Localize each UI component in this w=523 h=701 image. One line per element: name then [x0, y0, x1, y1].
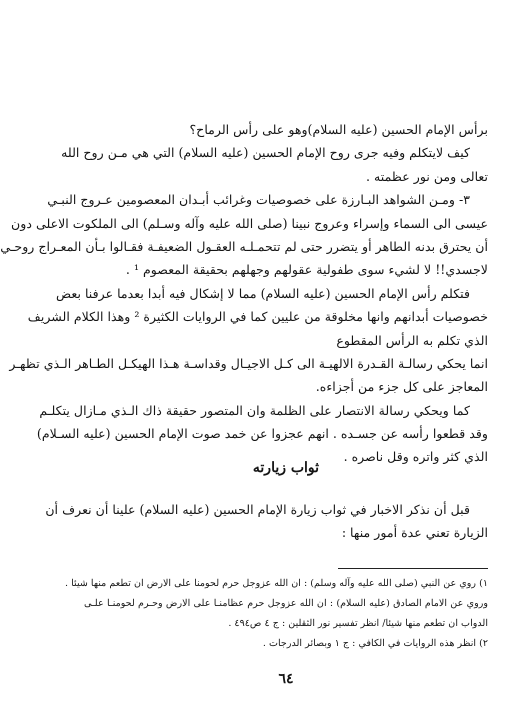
footnote-line: ١) روي عن النبي (صلى الله عليه وآله وسلم) : ان الله عزوجل حرم لحومنا على الارض ان تطعم منها شيئا .: [65, 578, 488, 589]
text-line: كما ويحكي رسالة الانتصار على الظلمة وان المتصور حقيقة ذاك الـذي مـازال يتكلـم: [39, 402, 470, 418]
page-number: ٦٤: [278, 671, 294, 687]
section-heading: ثواب زيارته: [252, 460, 320, 476]
text-line: الذي تكلم به الرأس المقطوع: [336, 332, 488, 348]
text-line: كيف لايتكلم وفيه جرى روح الإمام الحسين (عليه السلام) التي هي مـن روح الله: [61, 145, 470, 161]
footnote-line: الدواب ان تطعم منها شيئا/ انظر تفسير نور الثقلين : ج ٤ ص٤٩٤ .: [228, 618, 488, 629]
footnote-divider: [338, 568, 488, 569]
main-text: [0, 118, 488, 469]
text-line: انما يحكي رسالـة القـدرة الالهيـة الى كـل الاجيـال وقداسـة هـذا الهيكـل الطـاهر الـذي تظهـر: [9, 355, 488, 371]
text-line: الزيارة تعني عدة أمور منها :: [341, 525, 488, 541]
text-line: وقد قطعوا رأسه عن جسـده . انهم عجزوا عن خمد صوت الإمام الحسين (عليه السـلام): [36, 426, 488, 442]
text-line: برأس الإمام الحسين (عليه السلام)وهو على رأس الرماح؟: [189, 122, 488, 137]
footnotes: [65, 574, 488, 654]
text-line: قبل أن نذكر الاخبار في ثواب زيارة الإمام الحسين (عليه السلام) علينا أن نعرف أن: [45, 502, 470, 517]
text-line: تعالى ومن نور عظمته .: [366, 168, 488, 184]
text-line: أن يحترق بدنه الطاهر أو يتضرر حتى لم تتحمـلـه العقـول الضعيفـة فقـالوا بـأن المعـراج روحـي: [0, 238, 488, 254]
section-text: [45, 498, 488, 545]
text-line: عيسى الى السماء وإسراء وعروج نبينا (صلى الله عليه وآله وسـلم) الى الملكوت الاعلى دون: [11, 215, 488, 231]
text-line: خصوصيات أبدانهم وانها مخلوقة من عليين كما في الروايات الكثيرة ² وهذا الكلام الشريف: [27, 309, 488, 325]
text-line: فتكلم رأس الإمام الحسين (عليه السلام) مما لا إشكال فيه أبدا بعدما عرفنا بعض: [55, 285, 470, 301]
text-line: الذي كثر واتره وقل ناصره .: [343, 449, 488, 465]
text-line: لاجسدي!! لا لشيء سوى طفولية عقولهم وجهلهم بحقيقة المعصوم ¹ .: [125, 262, 488, 278]
text-line: المعاجز على كل جزء من أجزاءه.: [315, 379, 488, 395]
footnote-line: وروي عن الامام الصادق (عليه السلام) : ان الله عزوجل حرم عظامنـا على الارض وحـرم لحومنـا علـى: [84, 598, 488, 609]
text-line: ٣- ومـن الشواهد البـارزة على خصوصيات وغرائب أبـدان المعصومين عـروج النبـي: [47, 192, 470, 208]
footnote-line: ٢) انظر هذه الروايات في الكافي : ج ١ وبصائر الدرجات .: [262, 638, 488, 649]
